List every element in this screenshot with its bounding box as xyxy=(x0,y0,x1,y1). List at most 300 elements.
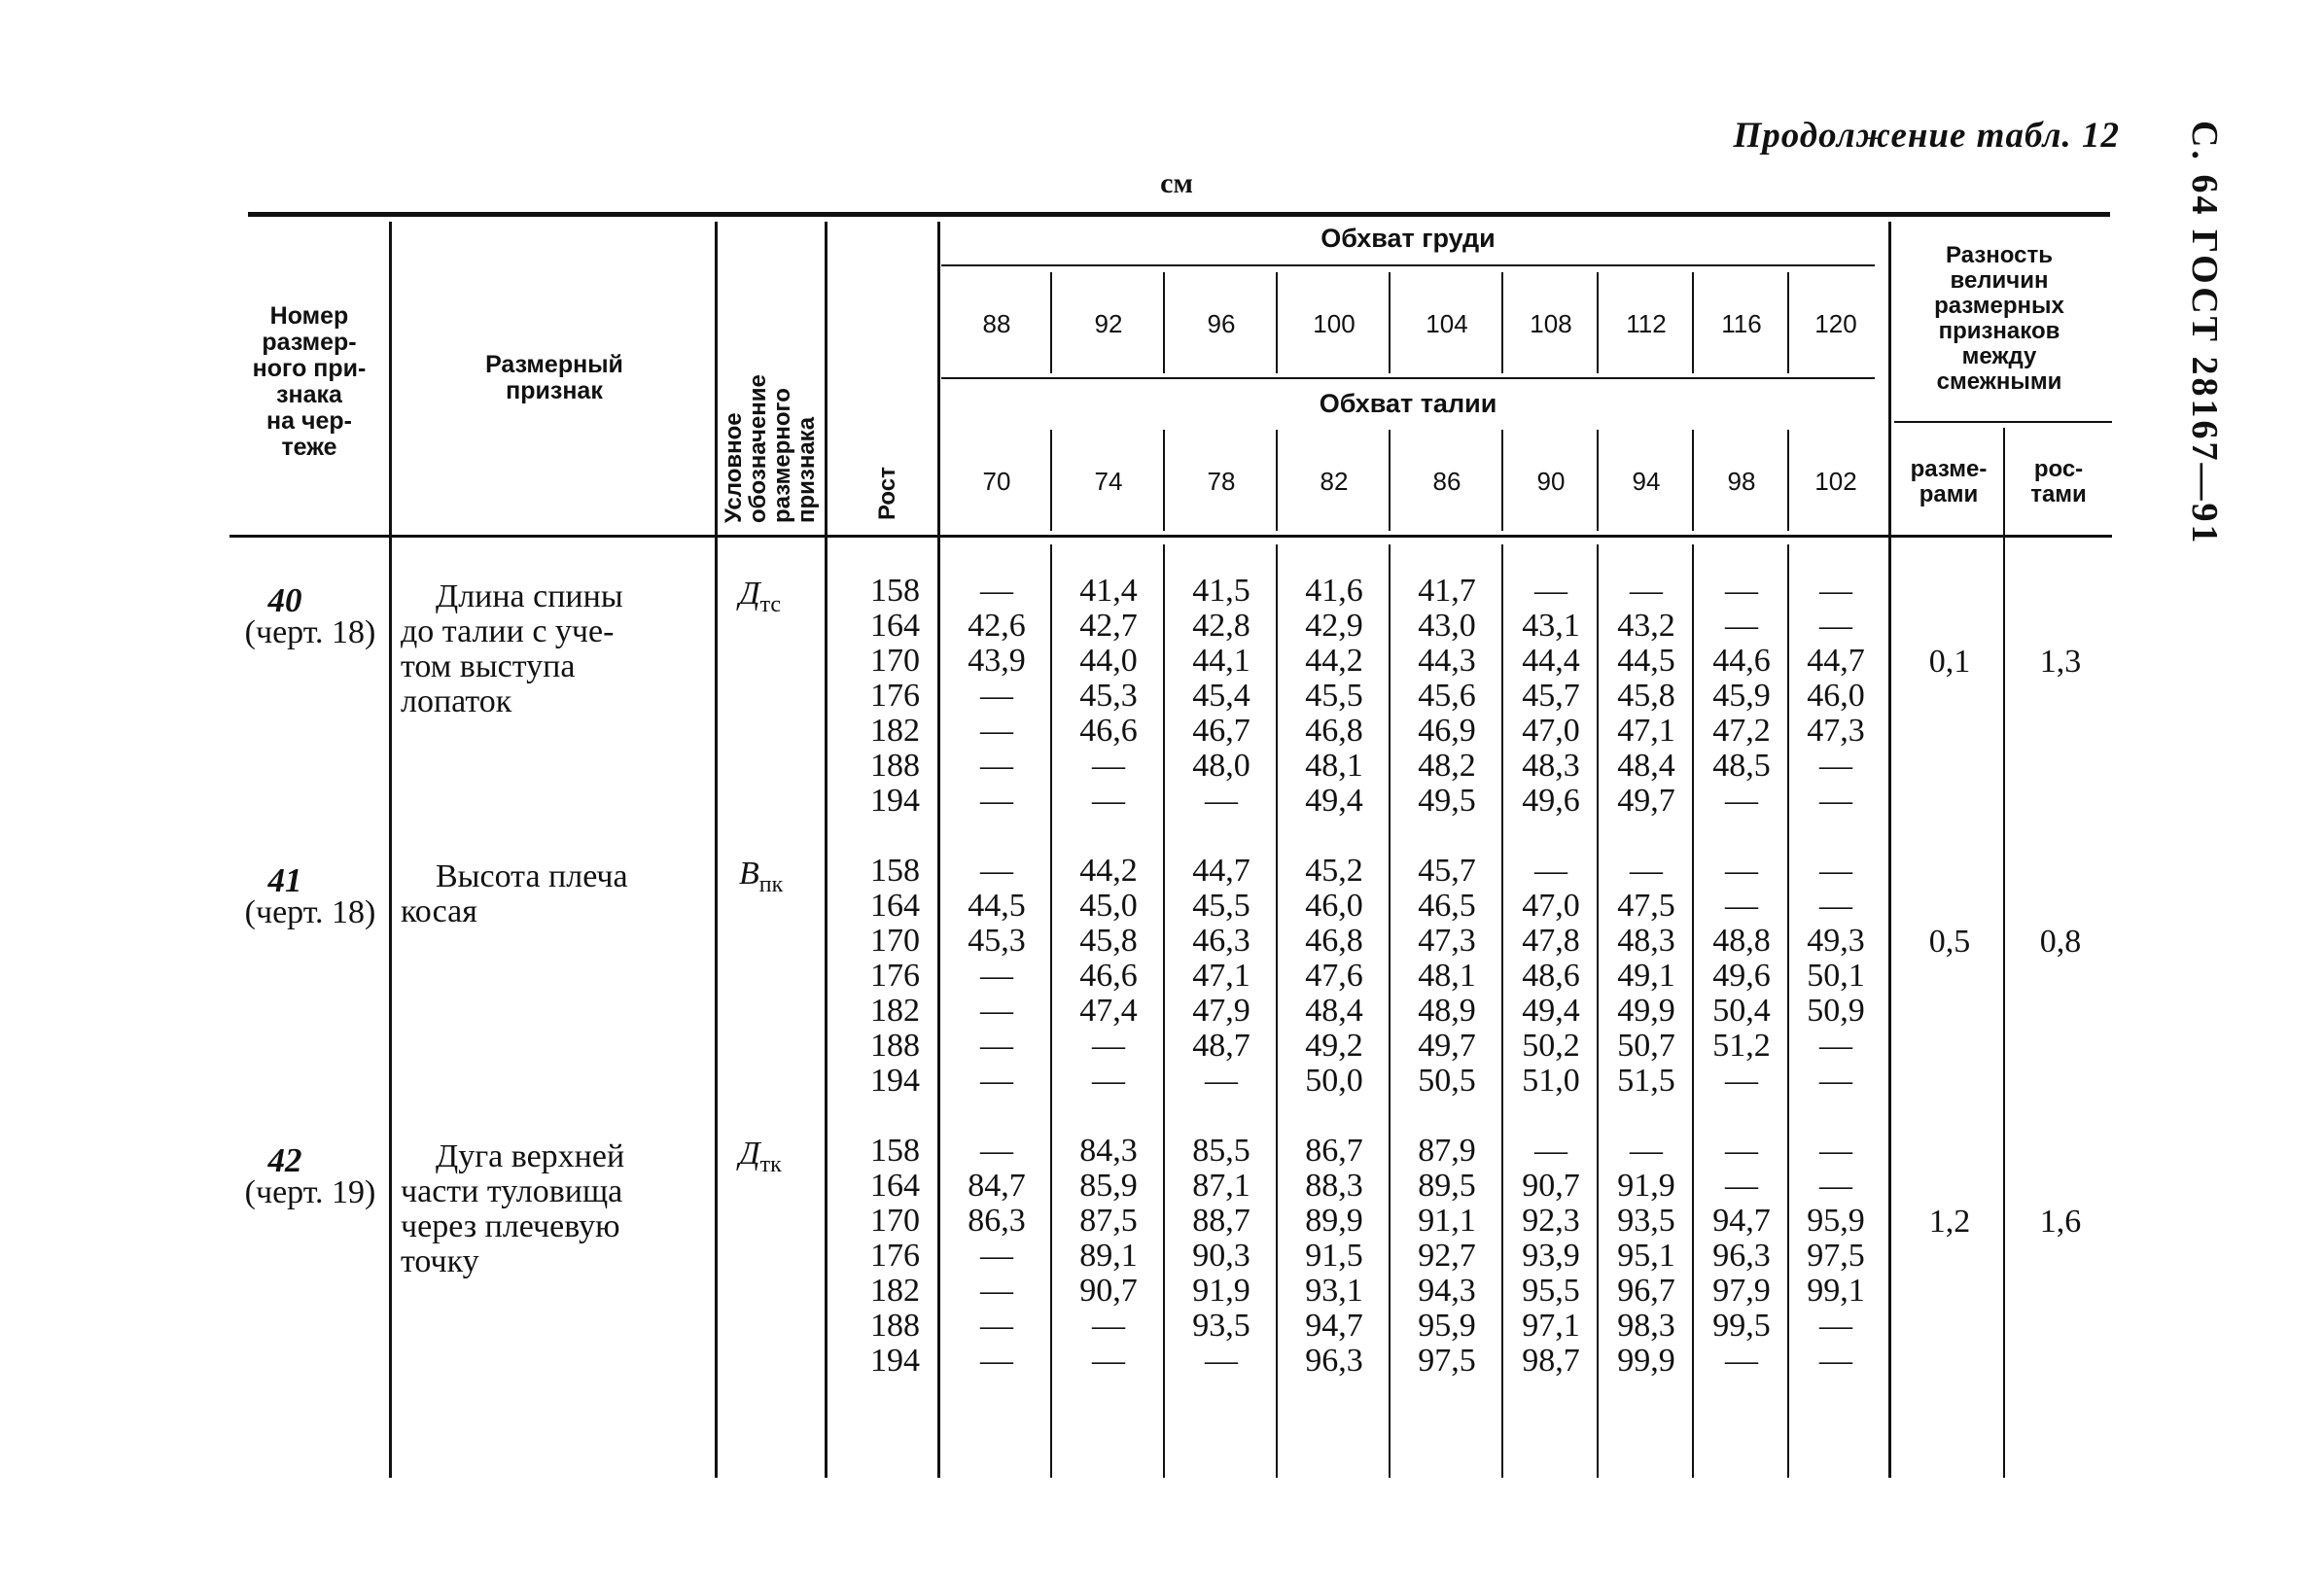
table-cell: 45,3 xyxy=(1079,678,1138,714)
table-cell: 86,3 xyxy=(968,1203,1026,1239)
feature-name-line: через плечевую xyxy=(401,1208,620,1244)
table-cell: — xyxy=(1092,783,1125,819)
waist-value: 82 xyxy=(1320,467,1349,496)
table-cell: — xyxy=(1819,1028,1852,1064)
row-feature-name xyxy=(401,859,663,929)
table-cell: — xyxy=(980,678,1013,714)
table-cell: 48,8 xyxy=(1712,923,1771,959)
feature-name-line: Высота плеча xyxy=(436,858,628,894)
table-cell: — xyxy=(980,1273,1013,1309)
row-feature-name xyxy=(401,1139,663,1279)
table-cell: 41,6 xyxy=(1305,573,1363,609)
standard-side-label: С. 64 ГОСТ 28167—91 xyxy=(2184,121,2225,546)
value-column xyxy=(1598,854,1695,1099)
value-column xyxy=(1502,854,1600,1099)
height-column-header: Рост xyxy=(874,467,900,520)
table-cell: 45,9 xyxy=(1712,678,1771,714)
table-cell: 96,7 xyxy=(1617,1273,1675,1309)
table-cell: 44,0 xyxy=(1079,643,1138,679)
value-column xyxy=(1693,854,1790,1099)
table-cell: 42,6 xyxy=(968,608,1026,644)
value-column xyxy=(1398,854,1496,1099)
table-cell: 50,4 xyxy=(1712,993,1771,1029)
table-cell: 45,8 xyxy=(1617,678,1675,714)
table-cell: — xyxy=(980,993,1013,1029)
difference-sizes-value: 0,5 xyxy=(1928,924,1971,960)
height-value: 188 xyxy=(870,1028,920,1064)
feature-name-line: до талии с уче- xyxy=(401,613,615,649)
row-drawing-ref: (черт. 19) xyxy=(244,1174,376,1210)
waist-value: 98 xyxy=(1727,467,1756,496)
table-cell: 51,2 xyxy=(1712,1028,1771,1064)
table-cell: 47,2 xyxy=(1712,713,1771,749)
difference-sizes-value: 0,1 xyxy=(1928,644,1971,680)
table-cell: — xyxy=(980,853,1013,889)
waist-col-rule xyxy=(1501,430,1503,531)
table-cell: — xyxy=(1534,573,1567,609)
waist-col-rule xyxy=(1050,430,1052,531)
table-cell: 90,3 xyxy=(1192,1238,1250,1274)
table-cell: — xyxy=(1630,573,1663,609)
table-cell: 95,9 xyxy=(1418,1308,1476,1344)
waist-col-rule xyxy=(1163,430,1165,531)
table-cell: — xyxy=(980,1238,1013,1274)
row-heights xyxy=(850,1134,920,1379)
table-cell: 42,9 xyxy=(1305,608,1363,644)
table-cell: 45,5 xyxy=(1305,678,1363,714)
chest-girth-header: Обхват груди xyxy=(1320,224,1496,253)
table-cell: 45,3 xyxy=(968,923,1026,959)
table-cell: 48,2 xyxy=(1418,748,1476,784)
continuation-title: Продолжение табл. 12 xyxy=(1733,116,2120,156)
table-cell: — xyxy=(1092,1063,1125,1099)
symbol-subscript: тс xyxy=(759,591,782,617)
height-value: 164 xyxy=(870,888,920,924)
chest-value: 96 xyxy=(1207,309,1236,338)
table-cell: — xyxy=(1819,853,1852,889)
value-column xyxy=(948,574,1045,819)
table-cell: 84,3 xyxy=(1079,1133,1138,1169)
value-column xyxy=(1598,574,1695,819)
column-rule xyxy=(715,222,718,1478)
value-column xyxy=(1285,1134,1383,1379)
table-cell: 90,7 xyxy=(1079,1273,1138,1309)
table-cell: 48,1 xyxy=(1418,958,1476,994)
header-bottom-rule xyxy=(229,535,2112,538)
table-cell: 94,3 xyxy=(1418,1273,1476,1309)
table-cell: 87,1 xyxy=(1192,1168,1250,1204)
table-cell: — xyxy=(1205,1343,1238,1379)
row-drawing-ref: (черт. 18) xyxy=(244,614,376,650)
table-cell: 46,3 xyxy=(1192,923,1250,959)
table-cell: 49,1 xyxy=(1617,958,1675,994)
table-cell: 41,5 xyxy=(1192,573,1250,609)
unit-label: см xyxy=(1160,167,1193,199)
height-value: 170 xyxy=(870,643,920,679)
table-cell: 46,0 xyxy=(1305,888,1363,924)
table-cell: 48,6 xyxy=(1522,958,1580,994)
column-rule xyxy=(389,222,392,1478)
symbol-main: Д xyxy=(739,1136,760,1172)
table-cell: 47,9 xyxy=(1192,993,1250,1029)
table-cell: 46,6 xyxy=(1079,958,1138,994)
row-drawing-ref: (черт. 18) xyxy=(244,894,376,930)
table-cell: — xyxy=(1534,1133,1567,1169)
table-cell: 48,0 xyxy=(1192,748,1250,784)
table-cell: — xyxy=(1725,608,1758,644)
table-cell: 46,7 xyxy=(1192,713,1250,749)
table-cell: 42,7 xyxy=(1079,608,1138,644)
table-cell: 99,1 xyxy=(1807,1273,1865,1309)
table-cell: 93,5 xyxy=(1617,1203,1675,1239)
feature-column-header: Размерный признак xyxy=(485,351,623,404)
body-col-rule xyxy=(1050,544,1052,1478)
table-cell: — xyxy=(1725,1133,1758,1169)
value-column xyxy=(1398,1134,1496,1379)
table-cell: 91,9 xyxy=(1192,1273,1250,1309)
table-cell: 46,0 xyxy=(1807,678,1865,714)
table-cell: 45,8 xyxy=(1079,923,1138,959)
waist-value: 94 xyxy=(1632,467,1661,496)
difference-heights-header: рос- тами xyxy=(2030,456,2087,507)
table-cell: 47,1 xyxy=(1617,713,1675,749)
chest-col-rule xyxy=(1163,272,1165,373)
height-value: 158 xyxy=(870,1133,920,1169)
table-cell: — xyxy=(1092,748,1125,784)
table-cell: 46,8 xyxy=(1305,713,1363,749)
waist-girth-header: Обхват талии xyxy=(1319,389,1497,418)
table-cell: 45,7 xyxy=(1522,678,1580,714)
value-column xyxy=(1598,1134,1695,1379)
table-cell: 89,9 xyxy=(1305,1203,1363,1239)
row-number: 41 xyxy=(267,861,302,899)
table-cell: — xyxy=(1205,783,1238,819)
table-cell: — xyxy=(1205,1063,1238,1099)
value-column xyxy=(1285,574,1383,819)
value-column xyxy=(1060,574,1157,819)
feature-name-line: косая xyxy=(401,893,477,929)
row-heights xyxy=(850,854,920,1099)
value-column xyxy=(1787,1134,1884,1379)
table-cell: — xyxy=(1725,888,1758,924)
waist-col-rule xyxy=(1787,430,1789,531)
height-value: 182 xyxy=(870,713,920,749)
difference-header: Разность величин размерных признаков между смежными xyxy=(1934,242,2064,395)
table-cell: 49,6 xyxy=(1522,783,1580,819)
value-column xyxy=(948,1134,1045,1379)
waist-col-rule xyxy=(1389,430,1391,531)
top-rule xyxy=(248,212,2110,217)
table-cell: 45,4 xyxy=(1192,678,1250,714)
table-cell: — xyxy=(1819,1308,1852,1344)
table-cell: 48,7 xyxy=(1192,1028,1250,1064)
table-cell: 44,2 xyxy=(1079,853,1138,889)
table-cell: 49,3 xyxy=(1807,923,1865,959)
table-cell: — xyxy=(1725,853,1758,889)
table-cell: — xyxy=(980,748,1013,784)
value-column xyxy=(1285,854,1383,1099)
table-cell: 50,2 xyxy=(1522,1028,1580,1064)
chest-value: 108 xyxy=(1530,309,1572,338)
waist-value: 78 xyxy=(1207,467,1236,496)
chest-col-rule xyxy=(1787,272,1789,373)
height-value: 164 xyxy=(870,608,920,644)
body-col-rule xyxy=(1163,544,1165,1478)
table-cell: 49,5 xyxy=(1418,783,1476,819)
table-cell: 88,7 xyxy=(1192,1203,1250,1239)
table-cell: 85,9 xyxy=(1079,1168,1138,1204)
chest-col-rule xyxy=(1389,272,1391,373)
table-cell: 84,7 xyxy=(968,1168,1026,1204)
table-cell: 95,1 xyxy=(1617,1238,1675,1274)
symbol-main: В xyxy=(739,856,759,892)
table-cell: 45,6 xyxy=(1418,678,1476,714)
table-cell: 98,3 xyxy=(1617,1308,1675,1344)
table-cell: 91,5 xyxy=(1305,1238,1363,1274)
difference-heights-value: 1,6 xyxy=(2039,1204,2082,1240)
table-cell: 92,7 xyxy=(1418,1238,1476,1274)
difference-sizes-value: 1,2 xyxy=(1928,1204,1971,1240)
body-col-rule xyxy=(1389,544,1391,1478)
table-cell: 43,9 xyxy=(968,643,1026,679)
feature-name-line: Дуга верхней xyxy=(436,1138,625,1174)
symbol-subscript: пк xyxy=(758,871,784,897)
table-cell: 44,2 xyxy=(1305,643,1363,679)
table-cell: 99,9 xyxy=(1617,1343,1675,1379)
table-cell: 50,7 xyxy=(1617,1028,1675,1064)
table-cell: 48,3 xyxy=(1617,923,1675,959)
table-cell: 94,7 xyxy=(1712,1203,1771,1239)
value-column xyxy=(1173,1134,1270,1379)
waist-value: 90 xyxy=(1536,467,1566,496)
table-cell: 47,0 xyxy=(1522,888,1580,924)
table-cell: — xyxy=(1725,1063,1758,1099)
row-symbol xyxy=(739,856,783,898)
height-value: 176 xyxy=(870,1238,920,1274)
table-cell: 45,2 xyxy=(1305,853,1363,889)
table-cell: 49,7 xyxy=(1617,783,1675,819)
table-cell: 98,7 xyxy=(1522,1343,1580,1379)
height-value: 194 xyxy=(870,1063,920,1099)
value-column xyxy=(1173,854,1270,1099)
table-cell: — xyxy=(1819,1343,1852,1379)
table-cell: 43,0 xyxy=(1418,608,1476,644)
table-cell: 86,7 xyxy=(1305,1133,1363,1169)
waist-col-rule xyxy=(1597,430,1599,531)
table-cell: 91,9 xyxy=(1617,1168,1675,1204)
table-cell: — xyxy=(980,573,1013,609)
table-cell: 49,6 xyxy=(1712,958,1771,994)
table-cell: 96,3 xyxy=(1305,1343,1363,1379)
table-cell: — xyxy=(1092,1308,1125,1344)
height-value: 158 xyxy=(870,853,920,889)
table-cell: 44,7 xyxy=(1807,643,1865,679)
table-cell: — xyxy=(1819,1168,1852,1204)
table-cell: — xyxy=(980,1028,1013,1064)
column-rule xyxy=(937,222,940,1478)
table-cell: 95,9 xyxy=(1807,1203,1865,1239)
waist-value: 86 xyxy=(1432,467,1461,496)
table-cell: 42,8 xyxy=(1192,608,1250,644)
table-cell: 46,6 xyxy=(1079,713,1138,749)
table-cell: — xyxy=(1819,1133,1852,1169)
height-value: 188 xyxy=(870,1308,920,1344)
table-cell: — xyxy=(1725,1343,1758,1379)
table-cell: 47,8 xyxy=(1522,923,1580,959)
table-cell: 99,5 xyxy=(1712,1308,1771,1344)
table-cell: 87,5 xyxy=(1079,1203,1138,1239)
table-cell: 41,4 xyxy=(1079,573,1138,609)
chest-value: 112 xyxy=(1626,309,1667,338)
column-rule xyxy=(825,222,827,1478)
table-cell: 46,8 xyxy=(1305,923,1363,959)
table-cell: — xyxy=(980,1343,1013,1379)
table-cell: 48,1 xyxy=(1305,748,1363,784)
table-cell: 47,3 xyxy=(1418,923,1476,959)
value-column xyxy=(1787,574,1884,819)
table-cell: — xyxy=(980,713,1013,749)
height-value: 182 xyxy=(870,1273,920,1309)
table-cell: 97,1 xyxy=(1522,1308,1580,1344)
table-cell: — xyxy=(1092,1343,1125,1379)
chest-col-rule xyxy=(1276,272,1278,373)
difference-heights-value: 1,3 xyxy=(2039,644,2082,680)
table-cell: 97,5 xyxy=(1807,1238,1865,1274)
table-cell: 96,3 xyxy=(1712,1238,1771,1274)
table-cell: — xyxy=(1630,1133,1663,1169)
table-cell: 46,9 xyxy=(1418,713,1476,749)
value-column xyxy=(948,854,1045,1099)
chest-value: 104 xyxy=(1426,309,1468,338)
table-cell: — xyxy=(980,783,1013,819)
table-cell: — xyxy=(1725,573,1758,609)
table-cell: 49,2 xyxy=(1305,1028,1363,1064)
height-value: 164 xyxy=(870,1168,920,1204)
row-number: 40 xyxy=(267,581,302,619)
table-cell: 91,1 xyxy=(1418,1203,1476,1239)
height-value: 194 xyxy=(870,1343,920,1379)
table-cell: — xyxy=(1725,783,1758,819)
table-cell: 47,6 xyxy=(1305,958,1363,994)
table-cell: 44,3 xyxy=(1418,643,1476,679)
chest-col-rule xyxy=(1050,272,1052,373)
feature-name-line: лопаток xyxy=(401,683,512,719)
table-cell: 44,4 xyxy=(1522,643,1580,679)
symbol-column-header: Условное обозначение размерного признака xyxy=(721,374,820,523)
table-cell: 89,5 xyxy=(1418,1168,1476,1204)
height-value: 194 xyxy=(870,783,920,819)
waist-value: 74 xyxy=(1094,467,1123,496)
table-cell: 48,9 xyxy=(1418,993,1476,1029)
height-value: 170 xyxy=(870,923,920,959)
table-cell: 93,5 xyxy=(1192,1308,1250,1344)
table-cell: 47,0 xyxy=(1522,713,1580,749)
table-cell: 48,3 xyxy=(1522,748,1580,784)
table-cell: 44,7 xyxy=(1192,853,1250,889)
value-column xyxy=(1693,1134,1790,1379)
table-cell: — xyxy=(1819,748,1852,784)
value-column xyxy=(1398,574,1496,819)
table-cell: 43,1 xyxy=(1522,608,1580,644)
table-cell: 43,2 xyxy=(1617,608,1675,644)
column-rule xyxy=(1888,222,1891,1478)
table-cell: 48,4 xyxy=(1305,993,1363,1029)
height-value: 182 xyxy=(870,993,920,1029)
difference-rule xyxy=(1894,421,2112,423)
table-cell: 92,3 xyxy=(1522,1203,1580,1239)
value-column xyxy=(1502,574,1600,819)
body-col-rule xyxy=(1276,544,1278,1478)
table-cell: 44,5 xyxy=(1617,643,1675,679)
table-cell: — xyxy=(1819,573,1852,609)
table-cell: — xyxy=(1819,783,1852,819)
table-cell: 85,5 xyxy=(1192,1133,1250,1169)
table-cell: 50,1 xyxy=(1807,958,1865,994)
table-cell: — xyxy=(1819,1063,1852,1099)
table-cell: 45,0 xyxy=(1079,888,1138,924)
table-cell: 45,7 xyxy=(1418,853,1476,889)
symbol-subscript: тк xyxy=(759,1151,782,1177)
table-cell: — xyxy=(1092,1028,1125,1064)
table-cell: — xyxy=(1819,608,1852,644)
table-cell: 51,5 xyxy=(1617,1063,1675,1099)
row-number: 42 xyxy=(267,1141,302,1179)
row-symbol xyxy=(739,1136,782,1178)
feature-name-line: том выступа xyxy=(401,648,576,684)
table-cell: — xyxy=(980,1308,1013,1344)
table-cell: 51,0 xyxy=(1522,1063,1580,1099)
feature-name-line: части туловища xyxy=(401,1173,623,1209)
row-feature-name xyxy=(401,579,663,719)
waist-value: 102 xyxy=(1814,467,1857,496)
table-cell: 97,9 xyxy=(1712,1273,1771,1309)
table-cell: 47,1 xyxy=(1192,958,1250,994)
table-cell: 49,7 xyxy=(1418,1028,1476,1064)
height-value: 188 xyxy=(870,748,920,784)
table-cell: 89,1 xyxy=(1079,1238,1138,1274)
height-value: 170 xyxy=(870,1203,920,1239)
table-cell: — xyxy=(1534,853,1567,889)
table-cell: — xyxy=(1725,1168,1758,1204)
height-value: 176 xyxy=(870,958,920,994)
table-cell: 95,5 xyxy=(1522,1273,1580,1309)
table-cell: 50,9 xyxy=(1807,993,1865,1029)
table-cell: 44,6 xyxy=(1712,643,1771,679)
chest-value: 100 xyxy=(1313,309,1356,338)
table-cell: — xyxy=(980,1133,1013,1169)
table-cell: 87,9 xyxy=(1418,1133,1476,1169)
chest-value: 92 xyxy=(1094,309,1123,338)
chest-value: 116 xyxy=(1721,309,1762,338)
table-cell: 93,1 xyxy=(1305,1273,1363,1309)
table-cell: 49,4 xyxy=(1522,993,1580,1029)
difference-sizes-header: разме- рами xyxy=(1910,456,1988,507)
table-cell: 93,9 xyxy=(1522,1238,1580,1274)
table-cell: 47,3 xyxy=(1807,713,1865,749)
feature-name-line: точку xyxy=(401,1243,479,1279)
table-cell: 50,0 xyxy=(1305,1063,1363,1099)
table-cell: 94,7 xyxy=(1305,1308,1363,1344)
table-cell: 47,5 xyxy=(1617,888,1675,924)
table-cell: 46,5 xyxy=(1418,888,1476,924)
table-cell: 48,5 xyxy=(1712,748,1771,784)
row-heights xyxy=(850,574,920,819)
table-cell: 44,5 xyxy=(968,888,1026,924)
table-cell: 90,7 xyxy=(1522,1168,1580,1204)
table-cell: 88,3 xyxy=(1305,1168,1363,1204)
value-column xyxy=(1502,1134,1600,1379)
feature-name-line: Длина спины xyxy=(436,578,623,614)
